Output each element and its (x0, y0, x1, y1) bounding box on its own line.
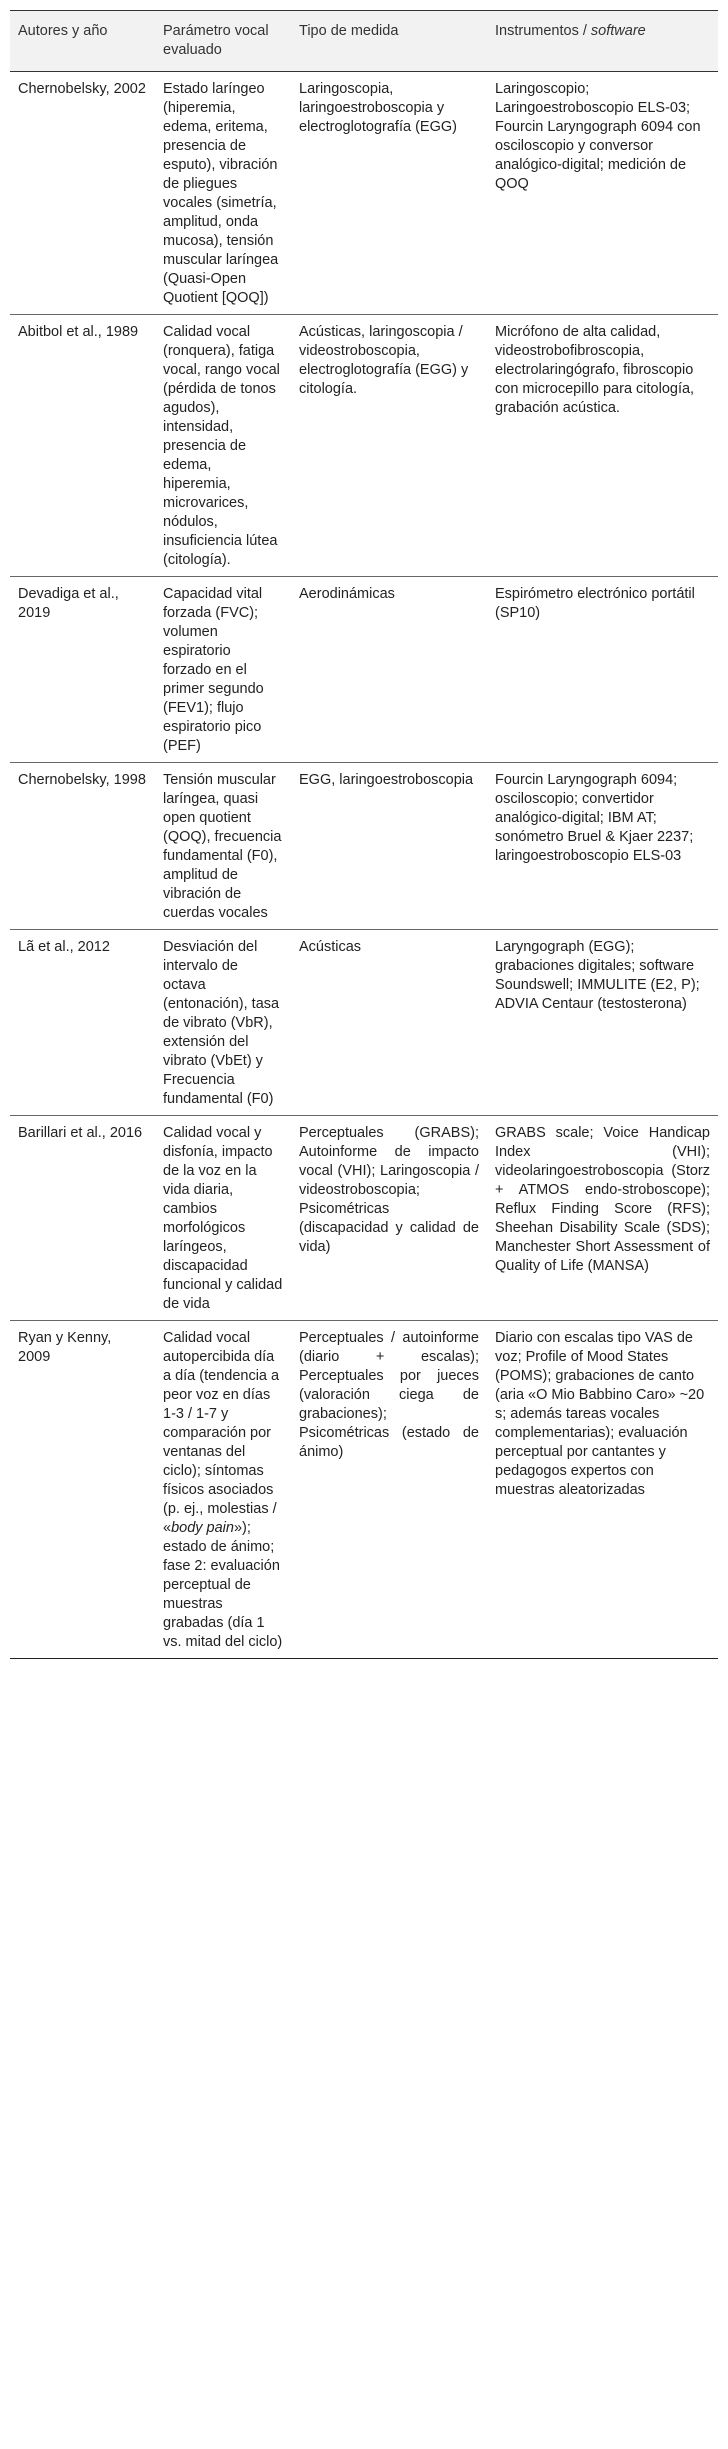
cell-parameter: Calidad vocal (ronquera), fatiga vocal, rango vocal (pérdida de tonos agudos), intensidad, presencia de edema, hiperemia, microvarices, nódulos, insuficiencia lútea (citología). (163, 324, 280, 568)
header-authors: Autores y año (18, 23, 108, 39)
table-row (10, 577, 718, 763)
cell-author: Lã et al., 2012 (18, 939, 110, 955)
cell-instruments: Diario con escalas tipo VAS de voz; Profile of Mood States (POMS); grabaciones de canto (aria «O Mio Babbino Caro» ~20 s; además tareas vocales complementarias); evaluación perceptual por cantantes y pedagogos expertos con muestras aleatorizadas (495, 1330, 705, 1498)
table-row (10, 1321, 718, 1659)
cell-measure: Acústicas, laringoscopia / videostroboscopia, electroglotografía (EGG) y citología. (299, 324, 469, 397)
table-row (10, 763, 718, 930)
table-row (10, 72, 718, 315)
cell-parameter: Estado laríngeo (hiperemia, edema, eritema, presencia de esputo), vibración de pliegues vocales (simetría, amplitud, onda mucosa), tensión muscular laríngea (Quasi-Open Quotient [QOQ]) (163, 81, 279, 306)
header-instruments (487, 11, 718, 72)
table-row (10, 315, 718, 577)
cell-measure: EGG, laringoestroboscopia (299, 772, 474, 788)
cell-measure: Acústicas (299, 939, 362, 955)
cell-parameter-text: Calidad vocal autopercibida día a día (tendencia a peor voz en días 1-3 / 1-7 y comparación por ventanas del ciclo); síntomas físicos asociados (p. ej., molestias / « (163, 1330, 280, 1536)
cell-author: Abitbol et al., 1989 (18, 324, 139, 340)
cell-parameter: Tensión muscular laríngea, quasi open quotient (QOQ), frecuencia fundamental (F0), amplitud de vibración de cuerdas vocales (163, 772, 282, 921)
cell-measure: Perceptuales (GRABS); Autoinforme de impacto vocal (VHI); Laringoscopia / videostroboscopia; Psicométricas (discapacidad y calidad de vida) (299, 1125, 479, 1255)
table-body (10, 72, 718, 1659)
studies-table (10, 10, 718, 1659)
cell-parameter-text-end: »); estado de ánimo; fase 2: evaluación perceptual de muestras grabadas (día 1 vs. mitad del ciclo) (163, 1520, 283, 1650)
cell-author: Barillari et al., 2016 (18, 1125, 143, 1141)
table-header (10, 11, 718, 72)
table-row (10, 930, 718, 1116)
cell-instruments: Espirómetro electrónico portátil (SP10) (495, 586, 695, 621)
cell-measure: Perceptuales / autoinforme (diario + escalas); Perceptuales por jueces (valoración ciega de grabaciones); Psicométricas (estado de ánimo) (299, 1330, 479, 1460)
header-measure: Tipo de medida (299, 23, 399, 39)
cell-instruments: Laryngograph (EGG); grabaciones digitales; software Soundswell; IMMULITE (E2, P); ADVIA Centaur (testosterona) (495, 939, 700, 1012)
cell-instruments: Laringoscopio; Laringoestroboscopio ELS-03; Fourcin Laryngograph 6094 con osciloscopio y conversor analógico-digital; medición de QOQ (495, 81, 701, 192)
cell-instruments: Micrófono de alta calidad, videostrobofibroscopia, electrolaringógrafo, fibroscopio con microcepillo para citología, grabación acústica. (495, 324, 695, 416)
cell-author: Devadiga et al., 2019 (18, 586, 119, 621)
cell-author: Ryan y Kenny, 2009 (18, 1330, 112, 1365)
cell-author: Chernobelsky, 1998 (18, 772, 146, 788)
cell-measure: Aerodinámicas (299, 586, 395, 602)
cell-author: Chernobelsky, 2002 (18, 81, 146, 97)
header-parameter: Parámetro vocal evaluado (163, 23, 269, 58)
cell-parameter: Capacidad vital forzada (FVC); volumen espiratorio forzado en el primer segundo (FEV1); flujo espiratorio pico (PEF) (163, 586, 264, 754)
cell-parameter (155, 1321, 291, 1659)
cell-parameter-italic: body pain (171, 1520, 234, 1536)
cell-instruments: GRABS scale; Voice Handicap Index (VHI); videolaringoestroboscopia (Storz + ATMOS endo-stroboscope); Reflux Finding Score (RFS); Sheehan Disability Scale (SDS); Manchester Short Assessment of Quality of Life (MANSA) (495, 1125, 710, 1274)
cell-parameter: Calidad vocal y disfonía, impacto de la voz en la vida diaria, cambios morfológicos laríngeos, discapacidad funcional y calidad de vida (163, 1125, 283, 1312)
table-row (10, 1116, 718, 1321)
header-row (10, 11, 718, 72)
cell-instruments: Fourcin Laryngograph 6094; osciloscopio; convertidor analógico-digital; IBM AT; sonómetro Bruel & Kjaer 2237; laringoestroboscopio ELS-03 (495, 772, 694, 864)
cell-parameter: Desviación del intervalo de octava (entonación), tasa de vibrato (VbR), extensión del vibrato (VbEt) y Frecuencia fundamental (F0) (163, 939, 280, 1107)
cell-measure: Laringoscopia, laringoestroboscopia y electroglotografía (EGG) (299, 81, 457, 135)
header-instruments-text: Instrumentos / (495, 23, 591, 39)
header-instruments-italic: software (590, 23, 646, 39)
